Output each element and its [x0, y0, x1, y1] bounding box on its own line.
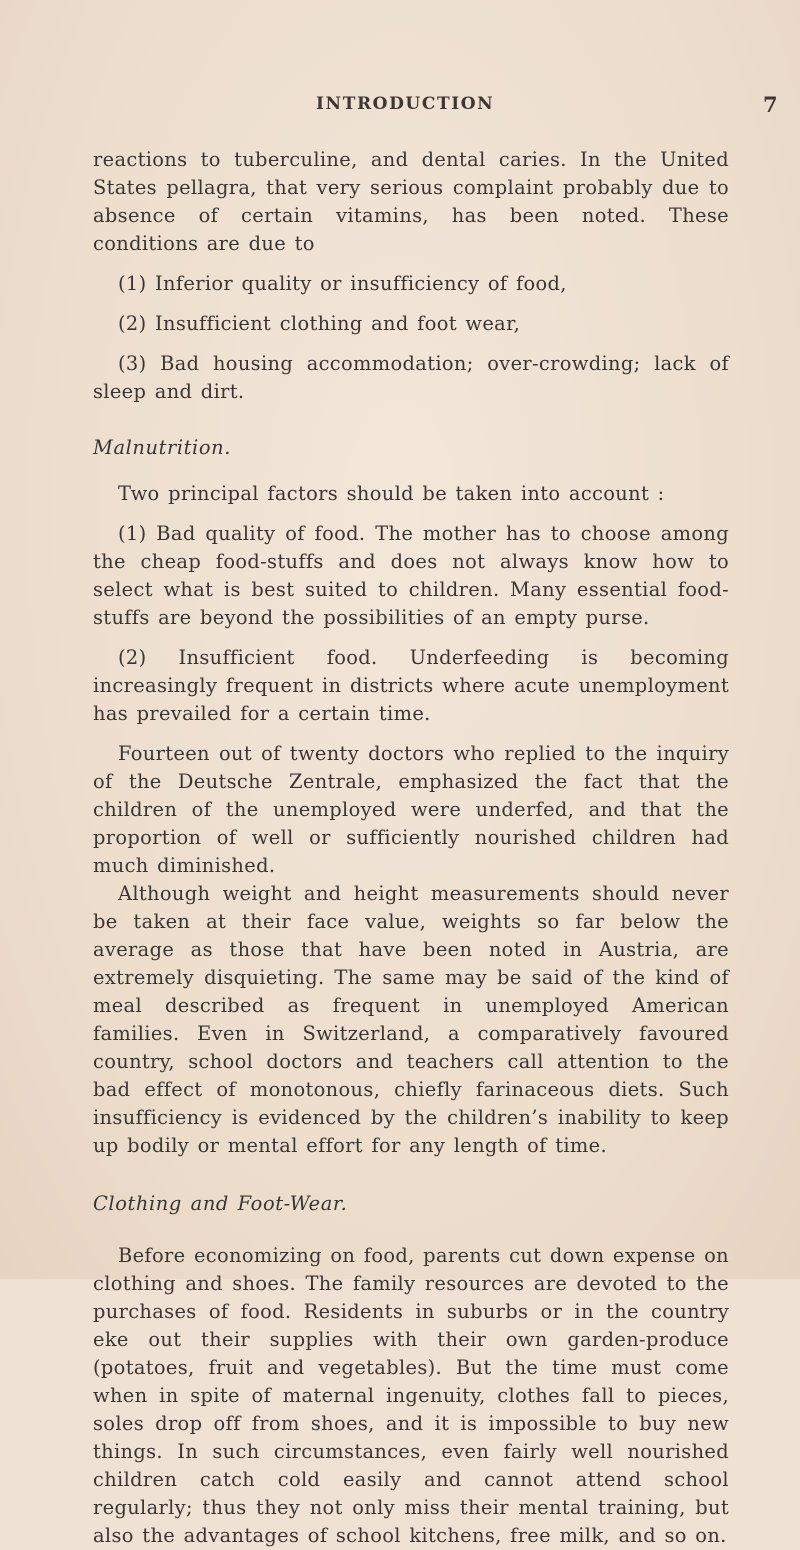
section-heading-malnutrition: Malnutrition.: [93, 436, 231, 459]
paragraph-weight-height: Although weight and height measurements should never be taken at their face value, weights so far below the average as those that have been noted in Austria, are extremely disquieting. The same may be said of the kind of meal described as frequent in unemployed American families. Even in Switzerland, a comparatively favoured country, school doctors and teachers call attention to the bad effect of monotonous, chiefly farinaceous diets. Such insufficiency is evidenced by the children’s inability to keep up bodily or mental effort for any length of time.: [93, 882, 729, 1157]
paragraph-fourteen-doctors: Fourteen out of twenty doctors who replied to the inquiry of the Deutsche Zentrale, emphasized the fact that the children of the unemployed were underfed, and that the proportion of well or sufficiently nourished children had much diminished.: [93, 742, 729, 877]
list-item-food: (1) Inferior quality or insufficiency of food,: [118, 272, 567, 295]
body-text: [93, 146, 729, 1550]
paragraph-insufficient-food: (2) Insufficient food. Underfeeding is becoming increasingly frequent in districts where acute unemployment has prevailed for a certain time.: [93, 646, 729, 725]
list-item-housing: (3) Bad housing accommodation; over-crowding; lack of sleep and dirt.: [93, 352, 729, 403]
page-number: 7: [763, 92, 778, 117]
running-head: INTRODUCTION: [316, 94, 495, 114]
section-heading-clothing: Clothing and Foot-Wear.: [93, 1192, 348, 1215]
paragraph-continuation: reactions to tuberculine, and dental caries. In the United States pellagra, that very serious complaint probably due to absence of certain vitamins, has been noted. These conditions are due to: [93, 148, 729, 255]
list-item-clothing: (2) Insufficient clothing and foot wear,: [118, 312, 521, 335]
page-header: [0, 94, 800, 118]
paragraph-bad-quality: (1) Bad quality of food. The mother has to choose among the cheap food-stuffs and does not always know how to select what is best suited to children. Many essential food-stuffs are beyond the possibilities of an empty purse.: [93, 522, 729, 629]
paragraph-economizing: Before economizing on food, parents cut down expense on clothing and shoes. The family resources are devoted to the purchases of food. Residents in suburbs or in the country eke out their supplies with their own garden-produce (potatoes, fruit and vegetables). But the time must come when in spite of maternal ingenuity, clothes fall to pieces, soles drop off from shoes, and it is impossible to buy new things. In such circumstances, even fairly well nourished children catch cold easily and cannot attend school regularly; thus they not only miss their mental training, but also the advantages of school kitchens, free milk, and so on.: [93, 1244, 729, 1547]
paragraph-two-factors: Two principal factors should be taken into account :: [118, 482, 665, 505]
